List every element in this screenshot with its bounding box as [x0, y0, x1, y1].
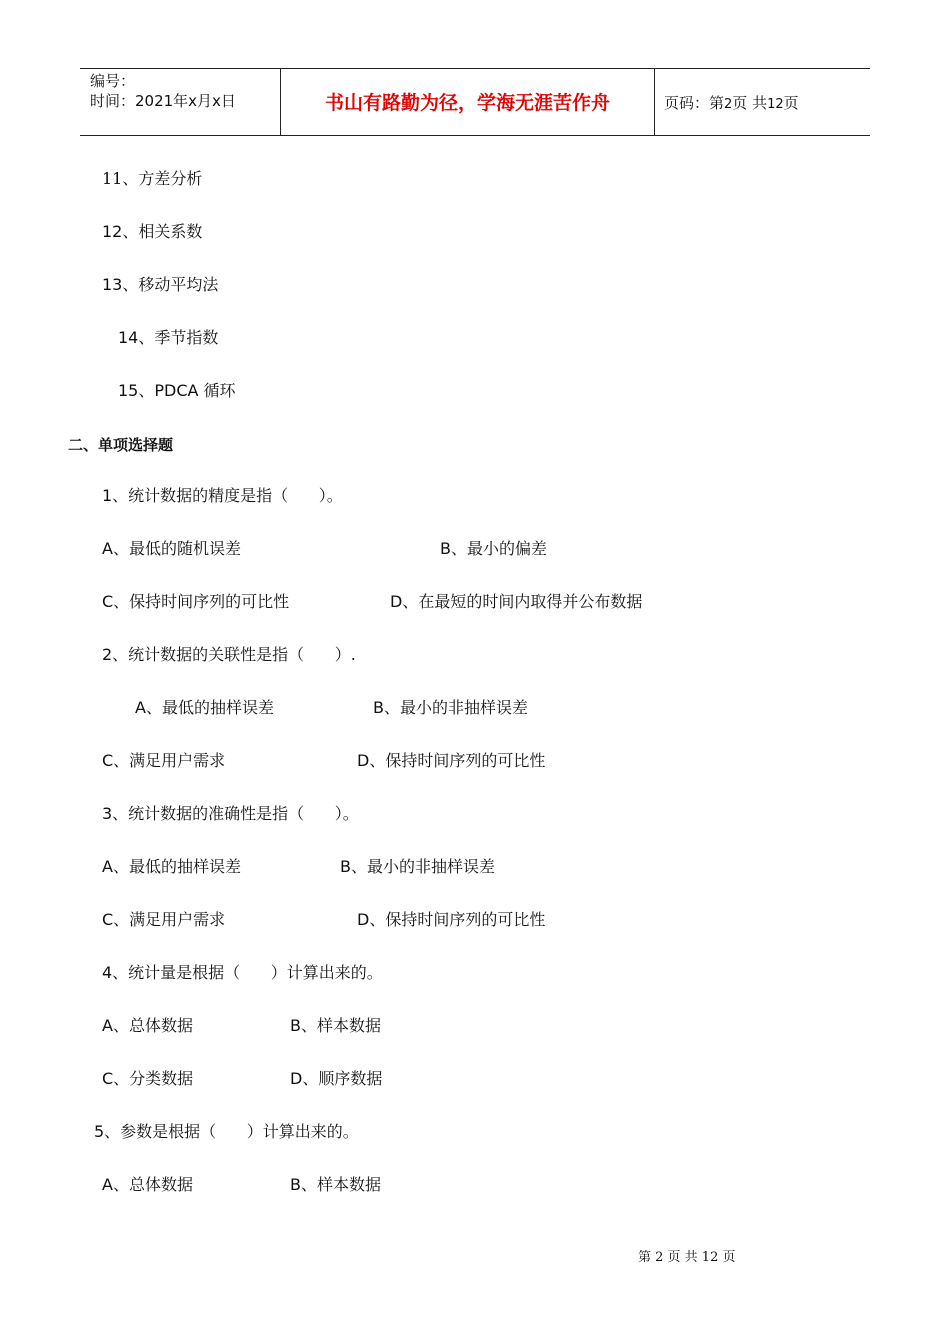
page-suffix: 页 [783, 94, 799, 112]
page-indicator [655, 69, 870, 135]
q2-option-a: A、最低的抽样误差 [135, 698, 274, 717]
q4-option-a: A、总体数据 [102, 1016, 193, 1035]
header-left-cell [80, 69, 281, 135]
q1-option-c: C、保持时间序列的可比性 [102, 592, 290, 611]
q2-option-b: B、最小的非抽样误差 [373, 698, 528, 717]
q3-option-a: A、最低的抽样误差 [102, 857, 241, 876]
q4-option-b: B、样本数据 [290, 1016, 381, 1035]
q4-option-d: D、顺序数据 [290, 1069, 383, 1088]
page-footer: 第 2 页 共 12 页 [638, 1250, 736, 1265]
question-4: 4、统计量是根据（ ）计算出来的。 [102, 963, 383, 982]
q1-option-b: B、最小的偏差 [440, 539, 547, 558]
section-title: 二、单项选择题 [68, 436, 174, 454]
term-14: 14、季节指数 [118, 328, 219, 347]
q3-option-b: B、最小的非抽样误差 [340, 857, 495, 876]
q5-option-b: B、样本数据 [290, 1175, 381, 1194]
page-total: 12 [767, 97, 784, 112]
term-13: 13、移动平均法 [102, 275, 219, 294]
q3-option-c: C、满足用户需求 [102, 910, 226, 929]
q3-option-d: D、保持时间序列的可比性 [357, 910, 546, 929]
term-15: 15、PDCA 循环 [118, 381, 236, 400]
term-12: 12、相关系数 [102, 222, 203, 241]
q1-option-a: A、最低的随机误差 [102, 539, 241, 558]
question-3: 3、统计数据的准确性是指（ ）。 [102, 804, 359, 823]
q5-option-a: A、总体数据 [102, 1175, 193, 1194]
page-current: 2 [724, 97, 733, 112]
term-11: 11、方差分析 [102, 169, 203, 188]
page-prefix: 页码：第 [664, 94, 725, 112]
number-label: 编号： [90, 72, 136, 90]
page-mid: 页 共 [732, 94, 768, 112]
time-label: 时间：2021年x月x日 [90, 92, 236, 110]
question-1: 1、统计数据的精度是指（ ）。 [102, 486, 343, 505]
q1-option-d: D、在最短的时间内取得并公布数据 [390, 592, 643, 611]
page-header [80, 68, 870, 136]
question-2: 2、统计数据的关联性是指（ ）. [102, 645, 356, 664]
motto: 书山有路勤为径，学海无涯苦作舟 [281, 69, 655, 135]
q4-option-c: C、分类数据 [102, 1069, 194, 1088]
q2-option-d: D、保持时间序列的可比性 [357, 751, 546, 770]
question-5: 5、参数是根据（ ）计算出来的。 [94, 1122, 359, 1141]
q2-option-c: C、满足用户需求 [102, 751, 226, 770]
